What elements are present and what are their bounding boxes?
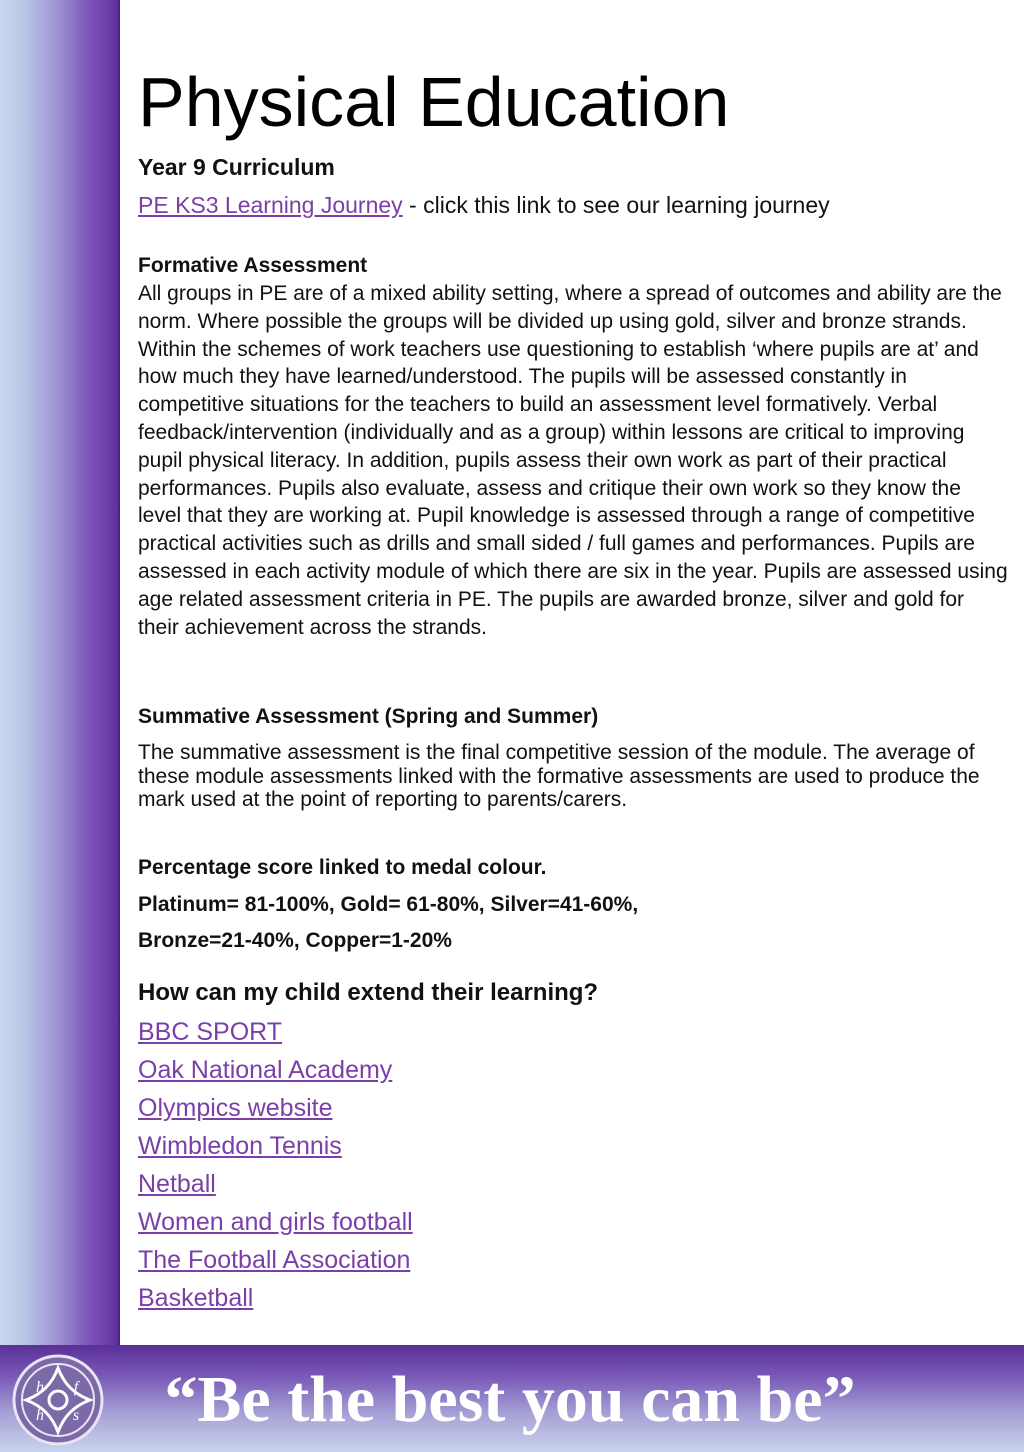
list-item (138, 1052, 413, 1090)
list-item (138, 1204, 413, 1242)
list-item (138, 1280, 413, 1318)
list-item (138, 1128, 413, 1166)
svg-text:h: h (36, 1407, 44, 1424)
link-football-association[interactable]: The Football Association (138, 1246, 411, 1274)
formative-paragraph: All groups in PE are of a mixed ability setting, where a spread of outcomes and ability are the norm. Where possible the groups will be divided up using gold, silver and bronze strands. Within the schemes of work teachers use questioning to establish ‘where pupils are at’ and how much they have learned/understood. The pupils will be assessed constantly in competitive situations for the teachers to build an assessment level formatively. Verbal feedback/intervention (individually and as a group) within lessons are critical to improving pupil physical literacy. In addition, pupils assess their own work as part of their practical performances. Pupils also evaluate, assess and critique their own work so they know the level that they are working at. Pupil knowledge is assessed through a range of competitive practical activities such as drills and small sided / full games and performances. Pupils are assessed in each activity module of which there are six in the year. Pupils are assessed using age related assessment criteria in PE. The pupils are awarded bronze, silver and gold for their achievement across the strands. (138, 282, 1008, 639)
svg-text:f: f (73, 1379, 79, 1396)
learning-journey-link[interactable]: PE KS3 Learning Journey (138, 192, 403, 218)
learning-journey-line (138, 192, 830, 219)
formative-heading: Formative Assessment (138, 254, 368, 277)
link-oak-national-academy[interactable]: Oak National Academy (138, 1056, 393, 1084)
svg-text:h: h (36, 1379, 44, 1396)
list-item (138, 1014, 413, 1052)
link-bbc-sport[interactable]: BBC SPORT (138, 1018, 283, 1046)
list-item (138, 1090, 413, 1128)
medal-ranges-line-1: Platinum= 81-100%, Gold= 61-80%, Silver=41-60%, (138, 893, 639, 916)
extend-learning-heading: How can my child extend their learning? (138, 979, 599, 1006)
list-item (138, 1242, 413, 1280)
school-motto: “Be the best you can be” (164, 1363, 856, 1436)
link-netball[interactable]: Netball (138, 1170, 216, 1198)
svg-text:s: s (72, 1407, 80, 1424)
medal-ranges-line-2: Bronze=21-40%, Copper=1-20% (138, 929, 452, 952)
link-olympics-website[interactable]: Olympics website (138, 1094, 333, 1122)
link-women-girls-football[interactable]: Women and girls football (138, 1208, 413, 1236)
medal-heading: Percentage score linked to medal colour. (138, 856, 547, 879)
summative-heading: Summative Assessment (Spring and Summer) (138, 705, 599, 728)
school-crest-logo (12, 1354, 104, 1446)
learning-journey-suffix: - click this link to see our learning journey (402, 192, 830, 218)
link-basketball[interactable]: Basketball (138, 1284, 254, 1312)
summative-paragraph: The summative assessment is the final competitive session of the module. The average of these module assessments linked with the formative assessments are used to produce the mark used at the point of reporting to parents/carers. (138, 741, 980, 811)
list-item (138, 1166, 413, 1204)
page-title: Physical Education (138, 63, 730, 141)
resource-links-list (138, 1014, 413, 1318)
link-wimbledon-tennis[interactable]: Wimbledon Tennis (138, 1132, 342, 1160)
page-subtitle: Year 9 Curriculum (138, 154, 335, 180)
left-gradient-bar (0, 0, 120, 1345)
